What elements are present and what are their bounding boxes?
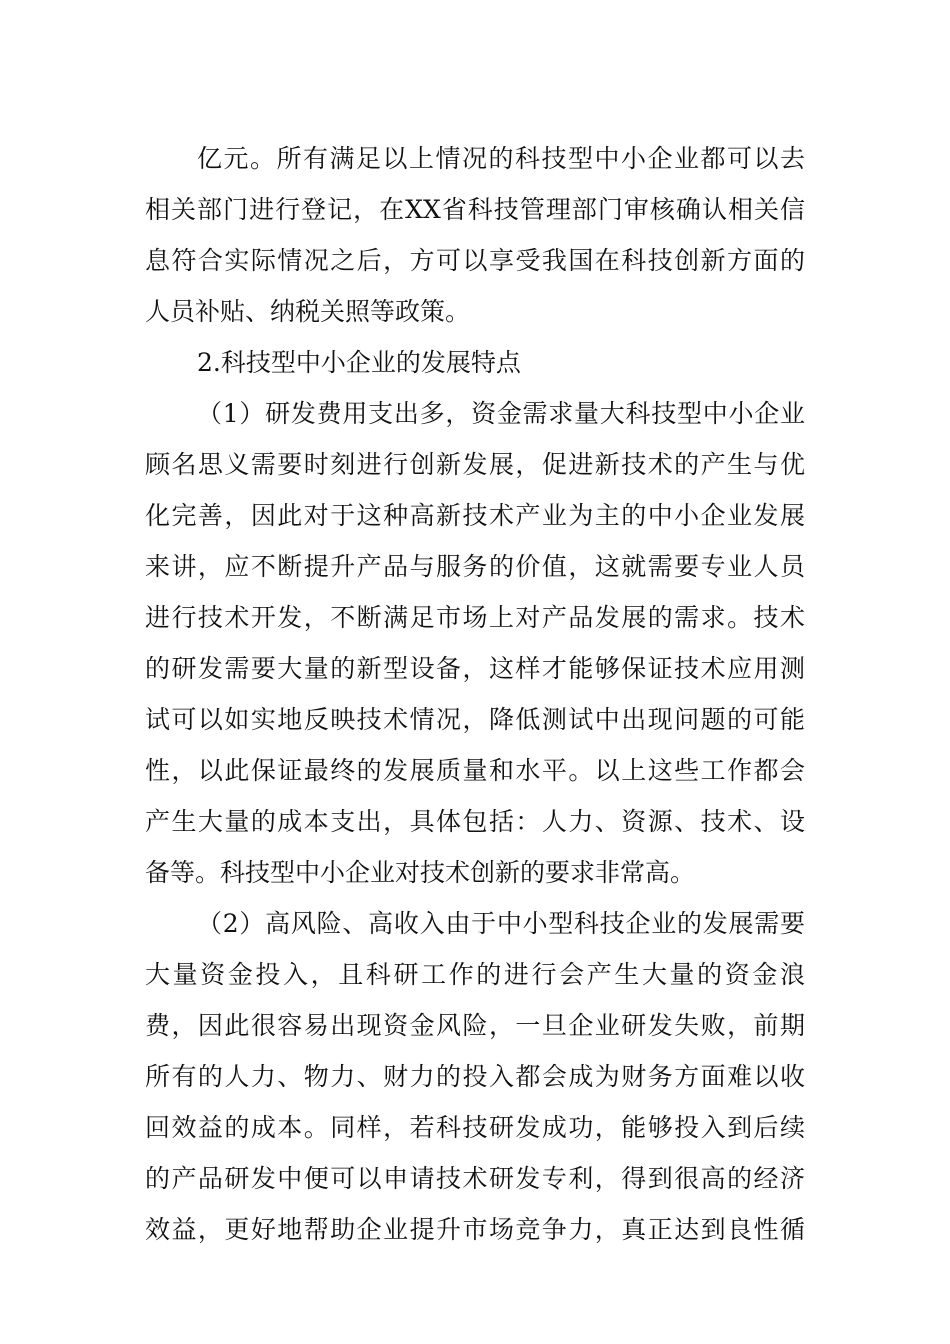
text-line-7: 顾名思义需要时刻进行创新发展，促进新技术的产生与优 [145,450,805,479]
text-line-13: 性，以此保证最终的发展质量和水平。以上这些工作都会 [145,756,805,785]
text-line-8: 化完善，因此对于这种高新技术产业为主的中小企业发展 [145,501,805,530]
text-line-6: （1）研发费用支出多，资金需求量大科技型中小企业 [197,399,805,428]
text-line-20: 回效益的成本。同样，若科技研发成功，能够投入到后续 [145,1113,805,1142]
text-line-22: 效益，更好地帮助企业提升市场竞争力，真正达到良性循 [145,1215,805,1244]
text-line-15: 备等。科技型中小企业对技术创新的要求非常高。 [145,858,696,887]
text-line-14: 产生大量的成本支出，具体包括：人力、资源、技术、设 [145,807,805,836]
text-line-3: 息符合实际情况之后，方可以享受我国在科技创新方面的 [145,246,805,275]
text-line-2: 相关部门进行登记，在XX省科技管理部门审核确认相关信 [145,195,805,224]
text-line-12: 试可以如实地反映技术情况，降低测试中出现问题的可能 [145,705,805,734]
text-line-16: （2）高风险、高收入由于中小型科技企业的发展需要 [197,909,805,938]
text-line-11: 的研发需要大量的新型设备，这样才能够保证技术应用测 [145,654,805,683]
text-line-19: 所有的人力、物力、财力的投入都会成为财务方面难以收 [145,1062,805,1091]
body-text [145,133,805,1255]
text-line-4: 人员补贴、纳税关照等政策。 [145,297,471,326]
text-line-9: 来讲，应不断提升产品与服务的价值，这就需要专业人员 [145,552,805,581]
text-line-17: 大量资金投入，且科研工作的进行会产生大量的资金浪 [145,960,805,989]
text-line-21: 的产品研发中便可以申请技术研发专利，得到很高的经济 [145,1164,805,1193]
text-line-10: 进行技术开发，不断满足市场上对产品发展的需求。技术 [145,603,805,632]
section-heading: 2.科技型中小企业的发展特点 [197,348,521,377]
text-line-1: 亿元。所有满足以上情况的科技型中小企业都可以去 [197,144,805,173]
text-line-18: 费，因此很容易出现资金风险，一旦企业研发失败，前期 [145,1011,805,1040]
